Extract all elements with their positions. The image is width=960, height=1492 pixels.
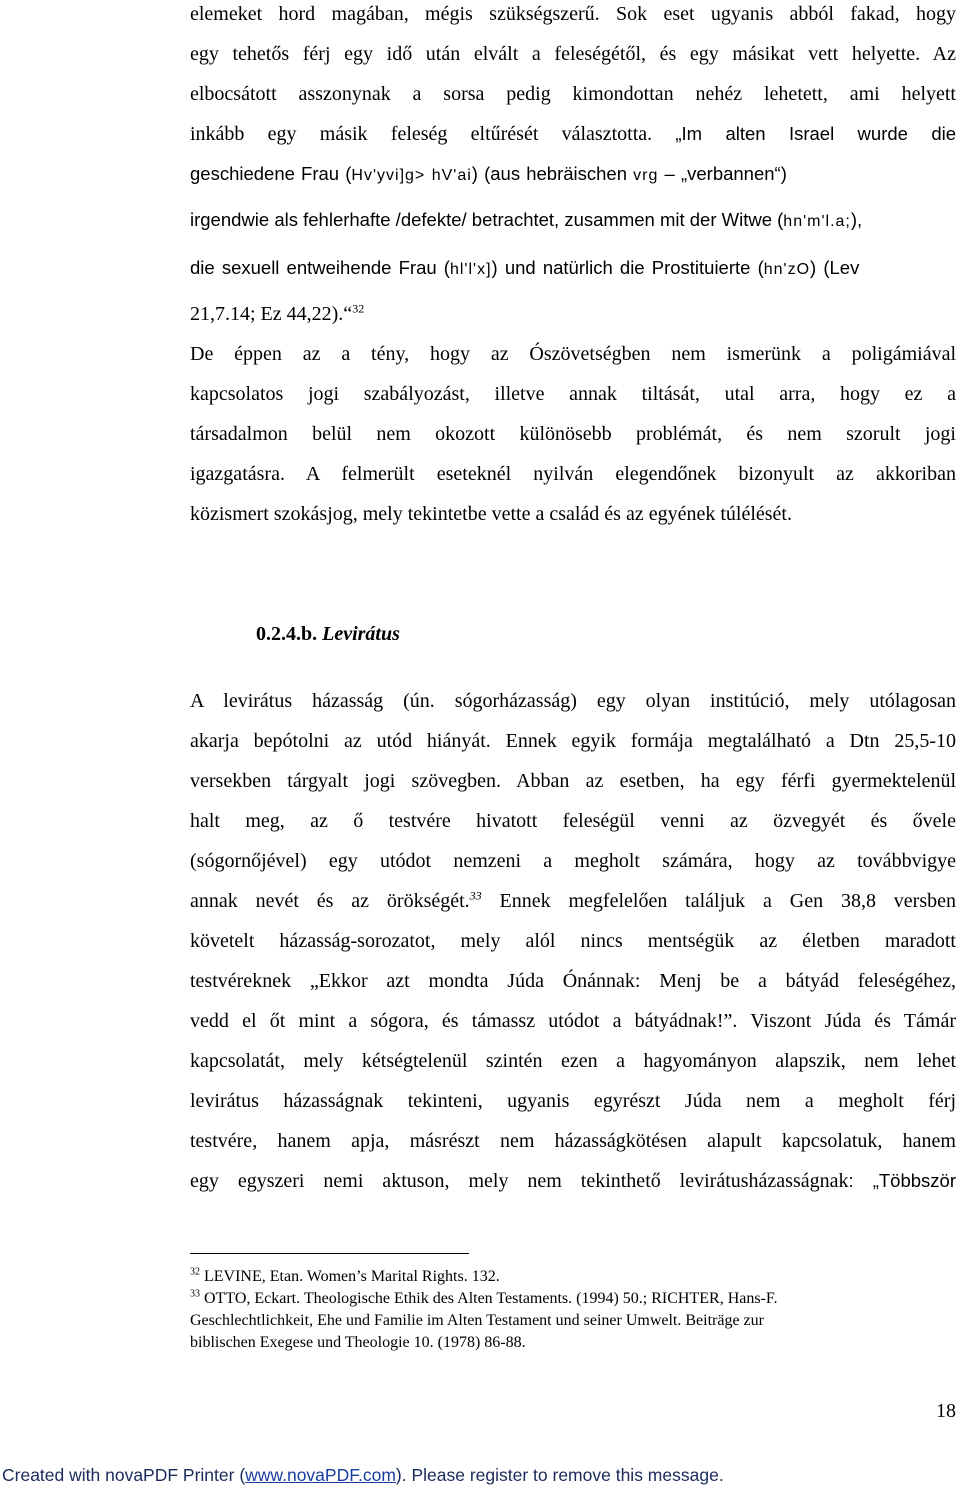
german-quote-text: irgendwie als fehlerhafte /defekte/ betrachtet, zusammen mit der Witwe (: [190, 209, 784, 230]
body-line: kapcsolatos jogi szabályozást, illetve annak tiltását, utal arra, hogy ez a: [190, 383, 956, 405]
footnote-number: 32: [190, 1266, 200, 1278]
body-line: A levirátus házasság (ún. sógorházasság) egy olyan institúció, mely utólagosan: [190, 690, 956, 712]
body-line: versekben tárgyalt jogi szövegben. Abban az esetben, ha egy férfi gyermektelenül: [190, 770, 956, 792]
footnote-continuation: biblischen Exegese und Theologie 10. (1978) 86-88.: [190, 1334, 526, 1351]
footnote-continuation: Geschlechtlichkeit, Ehe und Familie im Alten Testament und seiner Umwelt. Beiträge zur: [190, 1312, 764, 1329]
german-quote-line: [190, 200, 956, 240]
body-line: vedd el őt mint a sógora, és támassz utódot a bátyádnak!”. Viszont Júda és Támár: [190, 1010, 956, 1032]
footnote: [190, 1288, 956, 1310]
body-text: annak nevét és az örökségét.: [190, 890, 470, 912]
body-text: : „Többször: [848, 1170, 956, 1191]
hebrew-term: hn'm'l.a;: [783, 213, 851, 230]
hebrew-term: hl'l'x]: [449, 261, 492, 278]
german-quote-text: „Im alten Israel wurde die: [675, 123, 957, 144]
section-title: Levirátus: [322, 623, 400, 645]
body-line: elbocsátott asszonynak a sorsa pedig kimondottan nehéz lehetett, ami helyett: [190, 83, 956, 105]
hebrew-term: vrg: [633, 167, 659, 184]
body-line: De éppen az a tény, hogy az Ószövetségben nem ismerünk a poligámiával: [190, 343, 956, 365]
body-line: igazgatásra. A felmerült eseteknél nyilván elegendőnek bizonyult az akkoriban: [190, 463, 956, 485]
german-quote-text: ) (Lev: [810, 257, 860, 278]
hebrew-term: Hv'yvi]g> hV'ai: [351, 167, 472, 184]
german-quote-line: [190, 294, 956, 334]
body-line: egy tehetős férj egy idő után elvált a feleségétől, és egy másikat vett helyette. Az: [190, 43, 956, 65]
body-text: inkább egy másik feleség eltűrését választotta.: [190, 123, 653, 145]
watermark-banner: [0, 1462, 960, 1488]
german-quote-text: – „verbannen“): [658, 163, 787, 184]
body-line: kapcsolatát, mely kétségtelenül szintén ezen a hagyományon alapszik, nem lehet: [190, 1050, 956, 1072]
watermark-link[interactable]: www.novaPDF.com: [245, 1465, 396, 1485]
footnote-ref[interactable]: 32: [352, 301, 365, 316]
footnote-text: LEVINE, Etan. Women’s Marital Rights. 132.: [200, 1268, 500, 1285]
footnote-ref[interactable]: 33: [469, 888, 482, 903]
german-quote-text: die sexuell entweihende Frau (: [190, 257, 450, 278]
body-line: társadalmon belül nem okozott különösebb problémát, és nem szorult jogi: [190, 423, 956, 445]
body-line: közismert szokásjog, mely tekintetbe vette a család és az egyének túlélését.: [190, 503, 792, 525]
body-line: testvére, hanem apja, másrészt nem házasságkötésen alapult kapcsolatuk, hanem: [190, 1130, 956, 1152]
body-line: követelt házasság-sorozatot, mely alól nincs mentségük az életben maradott: [190, 930, 956, 952]
watermark-text: Created with novaPDF Printer (: [2, 1465, 246, 1485]
watermark-text: ). Please register to remove this message.: [395, 1465, 724, 1485]
body-text: Ennek megfelelően találjuk a Gen 38,8 versben: [481, 890, 956, 912]
body-line: akarja bepótolni az utód hiányát. Ennek egyik formája megtalálható a Dtn 25,5-10: [190, 730, 956, 752]
footnote-number: 33: [190, 1288, 200, 1300]
german-quote-text: geschiedene Frau (: [190, 163, 352, 184]
body-line: levirátus házasságnak tekinteni, ugyanis egyrészt Júda nem a megholt férj: [190, 1090, 956, 1112]
german-quote-text: ),: [850, 209, 863, 230]
section-number: 0.2.4.b.: [256, 623, 318, 645]
german-quote-line: [190, 248, 956, 288]
body-line: halt meg, az ő testvére hivatott feleségül venni az özvegyét és ővele: [190, 810, 956, 832]
page-number: 18: [936, 1400, 956, 1422]
body-line: (sógornőjével) egy utódot nemzeni a megholt számára, hogy az továbbvigye: [190, 850, 956, 872]
german-quote-text: ) (aus hebräischen: [471, 163, 634, 184]
body-line: testvéreknek „Ekkor azt mondta Júda Ónánnak: Menj be a bátyád feleségéhez,: [190, 970, 956, 992]
body-line: elemeket hord magában, mégis szükségszerű. Sok eset ugyanis abból fakad, hogy: [190, 3, 956, 25]
body-line: [190, 881, 956, 921]
footnote-separator: [190, 1253, 469, 1254]
body-line: [190, 1161, 956, 1201]
body-text: egy egyszeri nemi aktuson, mely nem tekinthető levirátusházasságnak: [190, 1170, 849, 1192]
body-line: [190, 114, 956, 154]
german-quote-line: [190, 154, 956, 194]
german-quote-text: ) und natürlich die Prostituierte (: [491, 257, 764, 278]
section-heading: [256, 614, 400, 654]
citation-text: 21,7.14; Ez 44,22).“: [190, 303, 353, 325]
footnote: [190, 1266, 956, 1288]
hebrew-term: hn'zO: [763, 261, 811, 278]
footnote-text: OTTO, Eckart. Theologische Ethik des Alten Testaments. (1994) 50.; RICHTER, Hans-F.: [200, 1290, 778, 1307]
